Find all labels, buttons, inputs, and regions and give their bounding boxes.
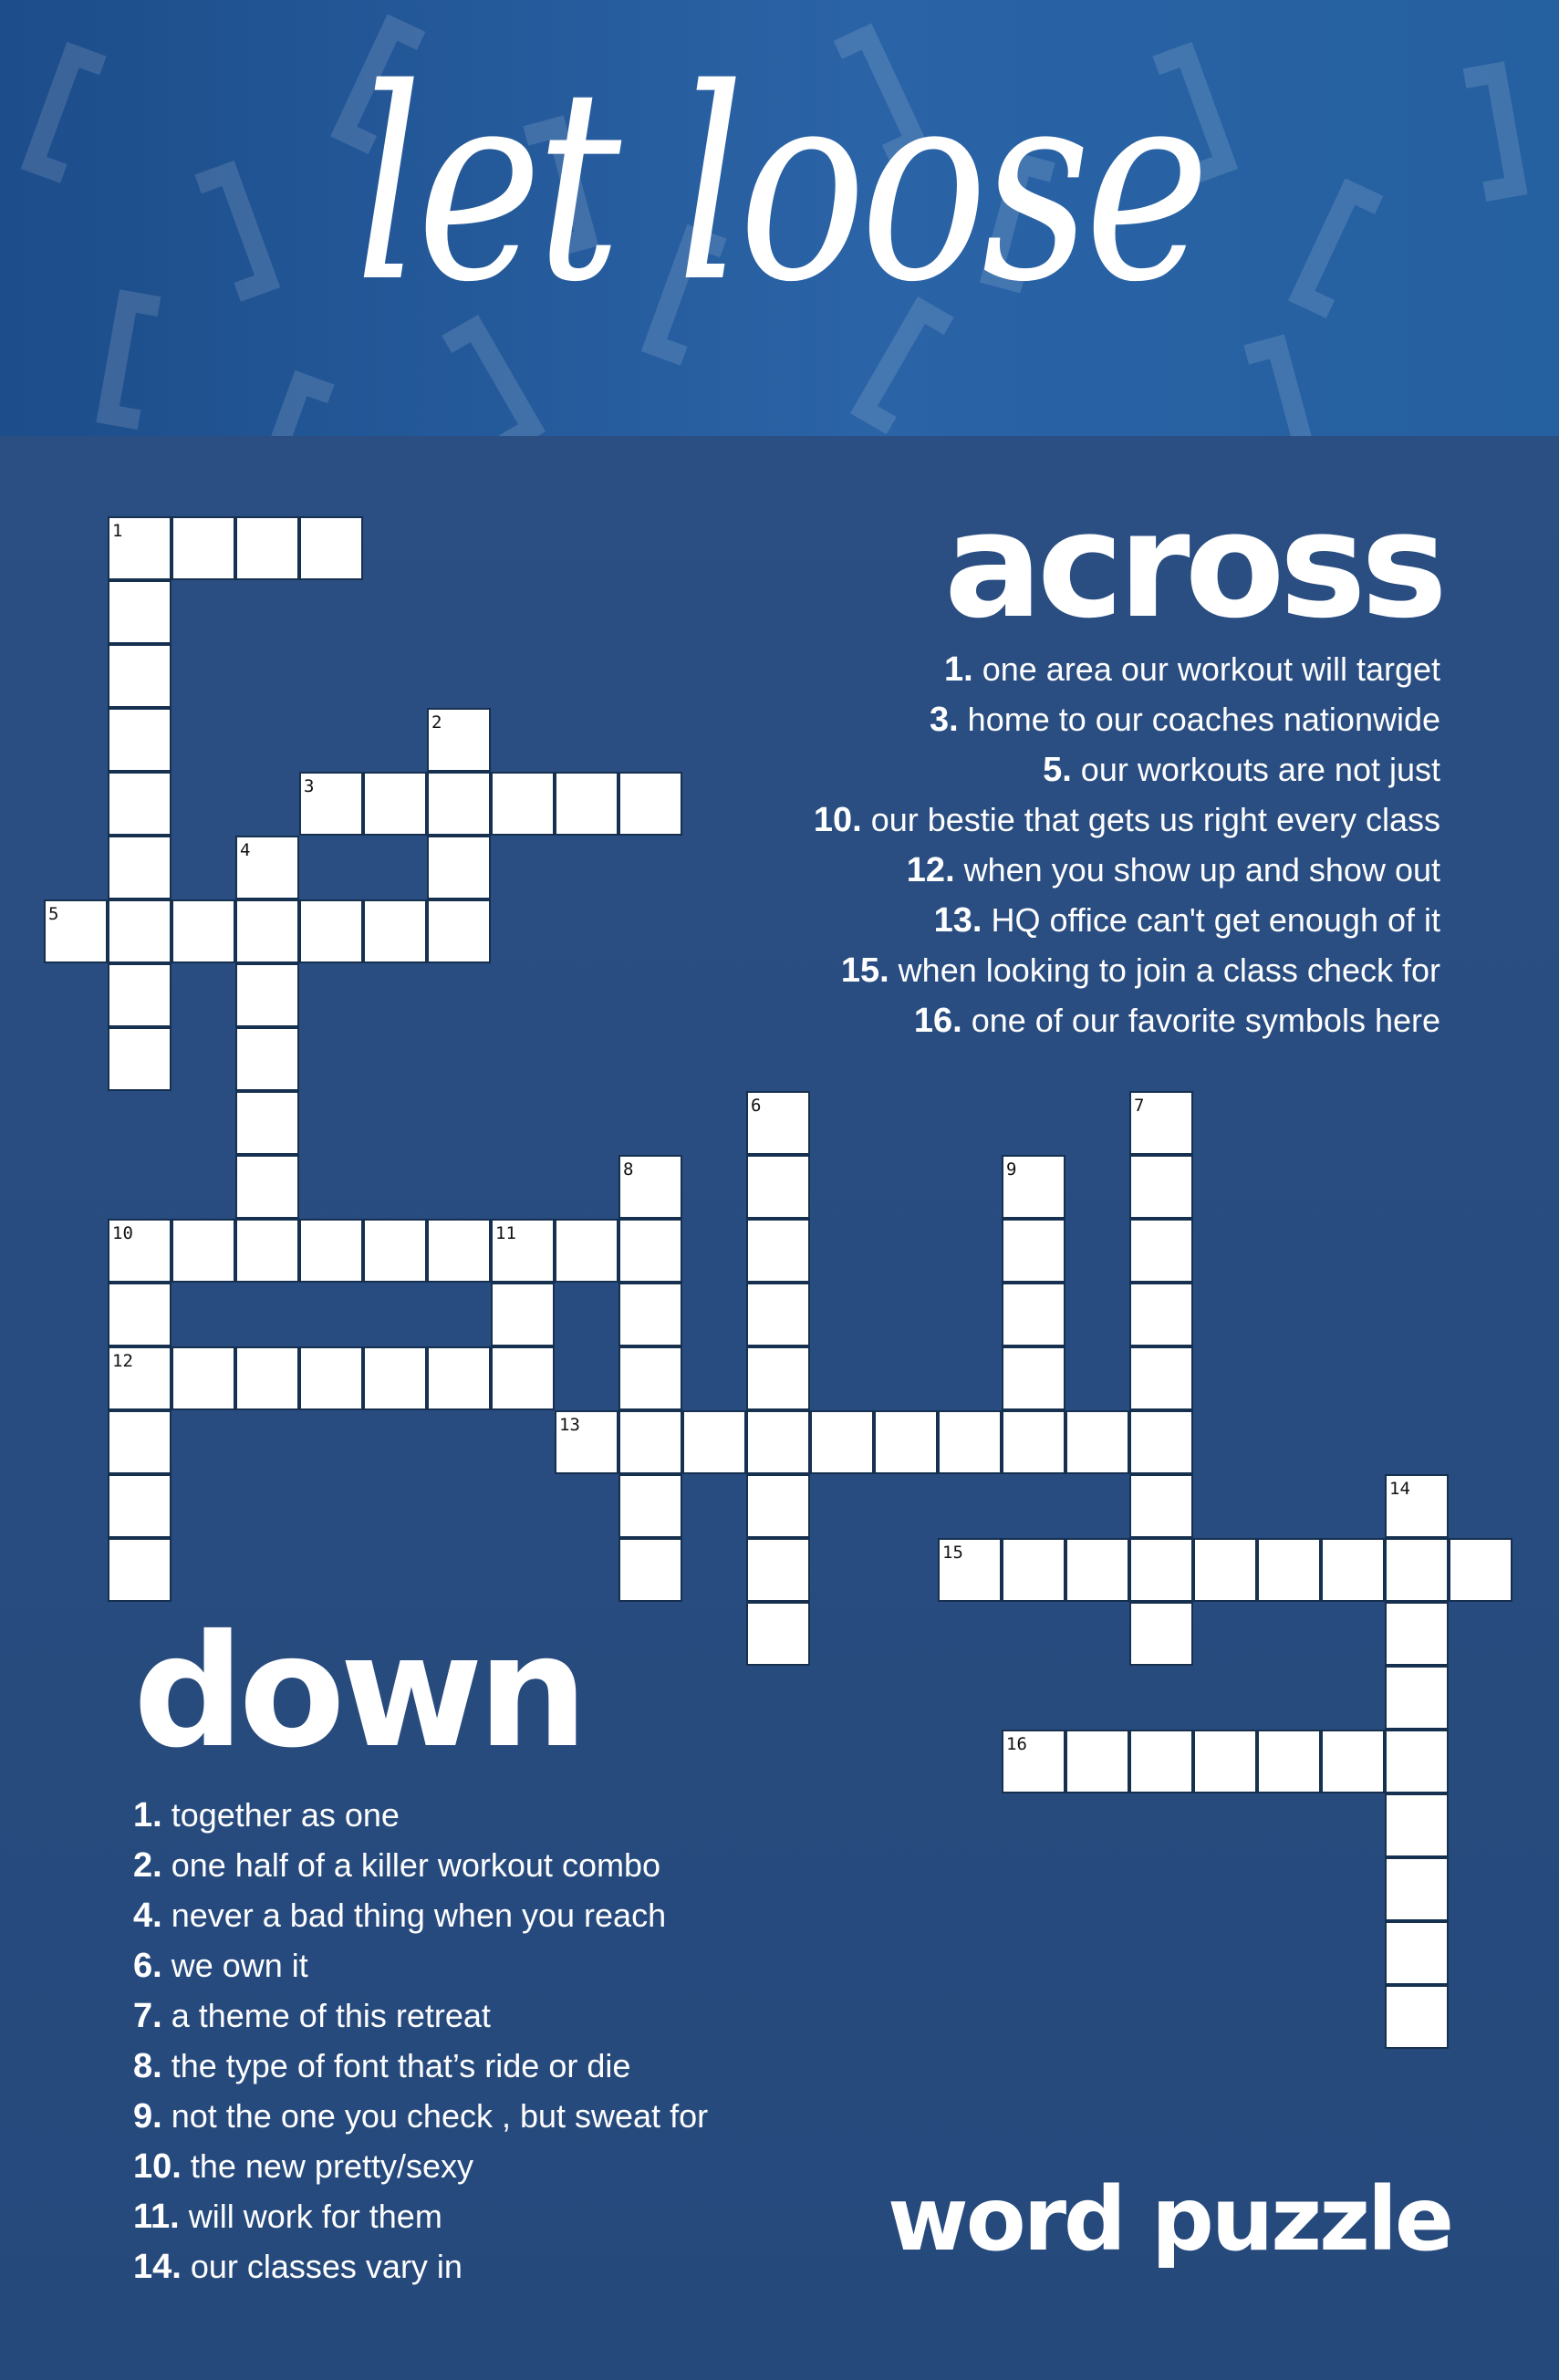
crossword-cell[interactable] (746, 1538, 810, 1602)
crossword-cell[interactable] (746, 1219, 810, 1283)
crossword-cell[interactable] (1002, 1219, 1065, 1283)
crossword-cell[interactable] (44, 899, 108, 963)
crossword-cell[interactable] (108, 1346, 171, 1410)
crossword-cell[interactable] (299, 899, 363, 963)
crossword-cell[interactable] (108, 644, 171, 708)
crossword-cell[interactable] (108, 963, 171, 1027)
crossword-cell[interactable] (108, 708, 171, 772)
crossword-cell[interactable] (746, 1346, 810, 1410)
crossword-cell[interactable] (427, 836, 491, 899)
crossword-cell[interactable] (1002, 1346, 1065, 1410)
across-clue: 1. one area our workout will target (944, 650, 1440, 689)
cell-clue-number: 8 (623, 1159, 634, 1180)
crossword-cell[interactable] (491, 772, 555, 836)
crossword-cell[interactable] (938, 1410, 1002, 1474)
crossword-cell[interactable] (235, 1091, 299, 1155)
crossword-cell[interactable] (171, 899, 235, 963)
crossword-cell[interactable] (618, 1155, 682, 1219)
word-puzzle-title: word puzzle (888, 2168, 1451, 2271)
crossword-cell[interactable] (235, 1346, 299, 1410)
across-clue: 10. our bestie that gets us right every class (813, 801, 1440, 839)
crossword-cell[interactable] (1385, 1730, 1449, 1793)
crossword-cell[interactable] (746, 1602, 810, 1666)
cell-clue-number: 4 (240, 840, 251, 860)
down-clue: 1. together as one (133, 1796, 400, 1834)
crossword-cell[interactable] (1385, 1474, 1449, 1538)
crossword-cell[interactable] (108, 836, 171, 899)
crossword-cell[interactable] (299, 1219, 363, 1283)
crossword-cell[interactable] (1065, 1730, 1129, 1793)
crossword-cell[interactable] (299, 1346, 363, 1410)
crossword-cell[interactable] (235, 899, 299, 963)
crossword-cell[interactable] (746, 1155, 810, 1219)
crossword-cell[interactable] (555, 1410, 618, 1474)
crossword-cell[interactable] (618, 1219, 682, 1283)
down-clue: 7. a theme of this retreat (133, 1997, 491, 2035)
crossword-cell[interactable] (746, 1410, 810, 1474)
crossword-cell[interactable] (1129, 1474, 1193, 1538)
crossword-cell[interactable] (299, 516, 363, 580)
crossword-cell[interactable] (618, 1283, 682, 1346)
crossword-cell[interactable] (746, 1091, 810, 1155)
cell-clue-number: 16 (1006, 1734, 1027, 1754)
crossword-cell[interactable] (427, 708, 491, 772)
crossword-cell[interactable] (1002, 1538, 1065, 1602)
down-clue: 4. never a bad thing when you reach (133, 1897, 667, 1935)
crossword-cell[interactable] (1321, 1538, 1385, 1602)
crossword-cell[interactable] (1002, 1283, 1065, 1346)
crossword-cell[interactable] (108, 899, 171, 963)
crossword-cell[interactable] (555, 1219, 618, 1283)
crossword-cell[interactable] (108, 1410, 171, 1474)
crossword-cell[interactable] (1193, 1538, 1257, 1602)
crossword-cell[interactable] (1129, 1283, 1193, 1346)
crossword-cell[interactable] (618, 1346, 682, 1410)
cell-clue-number: 10 (112, 1223, 133, 1243)
crossword-cell[interactable] (1129, 1730, 1193, 1793)
across-clue: 13. HQ office can't get enough of it (933, 901, 1440, 940)
cell-clue-number: 13 (559, 1415, 580, 1435)
across-heading: across (943, 480, 1442, 650)
down-clue: 14. our classes vary in (133, 2248, 463, 2286)
crossword-cell[interactable] (108, 580, 171, 644)
across-clue-list (546, 644, 1440, 1045)
crossword-cell[interactable] (1129, 1538, 1193, 1602)
crossword-cell[interactable] (1257, 1538, 1321, 1602)
cell-clue-number: 7 (1134, 1096, 1145, 1116)
crossword-cell[interactable] (1385, 1666, 1449, 1730)
crossword-cell[interactable] (618, 1410, 682, 1474)
crossword-cell[interactable] (874, 1410, 938, 1474)
crossword-cell[interactable] (938, 1538, 1002, 1602)
down-clue: 10. the new pretty/sexy (133, 2147, 473, 2186)
cell-clue-number: 14 (1389, 1479, 1410, 1499)
crossword-cell[interactable] (1129, 1346, 1193, 1410)
crossword-cell[interactable] (363, 1219, 427, 1283)
crossword-cell[interactable] (1002, 1410, 1065, 1474)
across-clue: 3. home to our coaches nationwide (929, 701, 1440, 739)
cell-clue-number: 9 (1006, 1159, 1017, 1180)
down-clue: 6. we own it (133, 1947, 308, 1985)
cell-clue-number: 3 (304, 776, 315, 796)
crossword-cell[interactable] (363, 1346, 427, 1410)
crossword-cell[interactable] (491, 1219, 555, 1283)
logo-title: let loose (355, 33, 1204, 340)
cell-clue-number: 1 (112, 521, 123, 541)
cell-clue-number: 6 (751, 1096, 762, 1116)
crossword-cell[interactable] (427, 772, 491, 836)
crossword-cell[interactable] (235, 1155, 299, 1219)
down-clue: 9. not the one you check , but sweat for (133, 2097, 709, 2136)
cell-clue-number: 15 (942, 1543, 963, 1563)
crossword-cell[interactable] (235, 1219, 299, 1283)
cell-clue-number: 12 (112, 1351, 133, 1371)
crossword-cell[interactable] (1385, 1538, 1449, 1602)
crossword-cell[interactable] (1193, 1730, 1257, 1793)
crossword-cell[interactable] (108, 772, 171, 836)
crossword-cell[interactable] (1385, 1985, 1449, 2049)
crossword-cell[interactable] (618, 1474, 682, 1538)
crossword-cell[interactable] (746, 1283, 810, 1346)
crossword-cell[interactable] (1449, 1538, 1512, 1602)
crossword-cell[interactable] (1321, 1730, 1385, 1793)
crossword-cell[interactable] (1385, 1602, 1449, 1666)
crossword-cell[interactable] (1002, 1155, 1065, 1219)
crossword-cell[interactable] (427, 1219, 491, 1283)
crossword-cell[interactable] (108, 1474, 171, 1538)
crossword-cell[interactable] (1129, 1091, 1193, 1155)
crossword-cell[interactable] (1385, 1793, 1449, 1857)
crossword-cell[interactable] (108, 1283, 171, 1346)
crossword-cell[interactable] (810, 1410, 874, 1474)
crossword-cell[interactable] (1385, 1857, 1449, 1921)
crossword-cell[interactable] (1257, 1730, 1321, 1793)
crossword-cell[interactable] (427, 899, 491, 963)
crossword-cell[interactable] (171, 516, 235, 580)
crossword-cell[interactable] (1065, 1410, 1129, 1474)
across-clue: 5. our workouts are not just (1043, 751, 1440, 789)
crossword-cell[interactable] (363, 899, 427, 963)
crossword-cell[interactable] (491, 1283, 555, 1346)
crossword-cell[interactable] (235, 963, 299, 1027)
crossword-cell[interactable] (299, 772, 363, 836)
across-clue: 12. when you show up and show out (906, 851, 1440, 889)
crossword-cell[interactable] (491, 1346, 555, 1410)
crossword-cell[interactable] (427, 1346, 491, 1410)
down-clue: 11. will work for them (133, 2198, 442, 2236)
crossword-cell[interactable] (1129, 1219, 1193, 1283)
crossword-cell[interactable] (108, 1538, 171, 1602)
cell-clue-number: 2 (431, 712, 442, 733)
down-clue: 8. the type of font that’s ride or die (133, 2047, 631, 2085)
down-heading: down (133, 1602, 583, 1782)
crossword-cell[interactable] (108, 1219, 171, 1283)
crossword-cell[interactable] (682, 1410, 746, 1474)
crossword-cell[interactable] (746, 1474, 810, 1538)
crossword-cell[interactable] (1129, 1602, 1193, 1666)
crossword-cell[interactable] (108, 1027, 171, 1091)
crossword-cell[interactable] (235, 1027, 299, 1091)
cell-clue-number: 11 (495, 1223, 516, 1243)
crossword-cell[interactable] (363, 772, 427, 836)
crossword-cell[interactable] (1129, 1410, 1193, 1474)
down-clue: 2. one half of a killer workout combo (133, 1846, 660, 1885)
cell-clue-number: 5 (48, 904, 59, 924)
crossword-cell[interactable] (1129, 1155, 1193, 1219)
across-clue: 16. one of our favorite symbols here (913, 1002, 1440, 1040)
crossword-cell[interactable] (171, 1219, 235, 1283)
crossword-cell[interactable] (1385, 1921, 1449, 1985)
crossword-cell[interactable] (235, 516, 299, 580)
crossword-cell[interactable] (171, 1346, 235, 1410)
crossword-cell[interactable] (108, 516, 171, 580)
crossword-cell[interactable] (618, 1538, 682, 1602)
crossword-cell[interactable] (235, 836, 299, 899)
crossword-cell[interactable] (1065, 1538, 1129, 1602)
across-clue: 15. when looking to join a class check for (840, 951, 1440, 990)
crossword-cell[interactable] (1002, 1730, 1065, 1793)
down-clue-list (133, 1790, 954, 2292)
